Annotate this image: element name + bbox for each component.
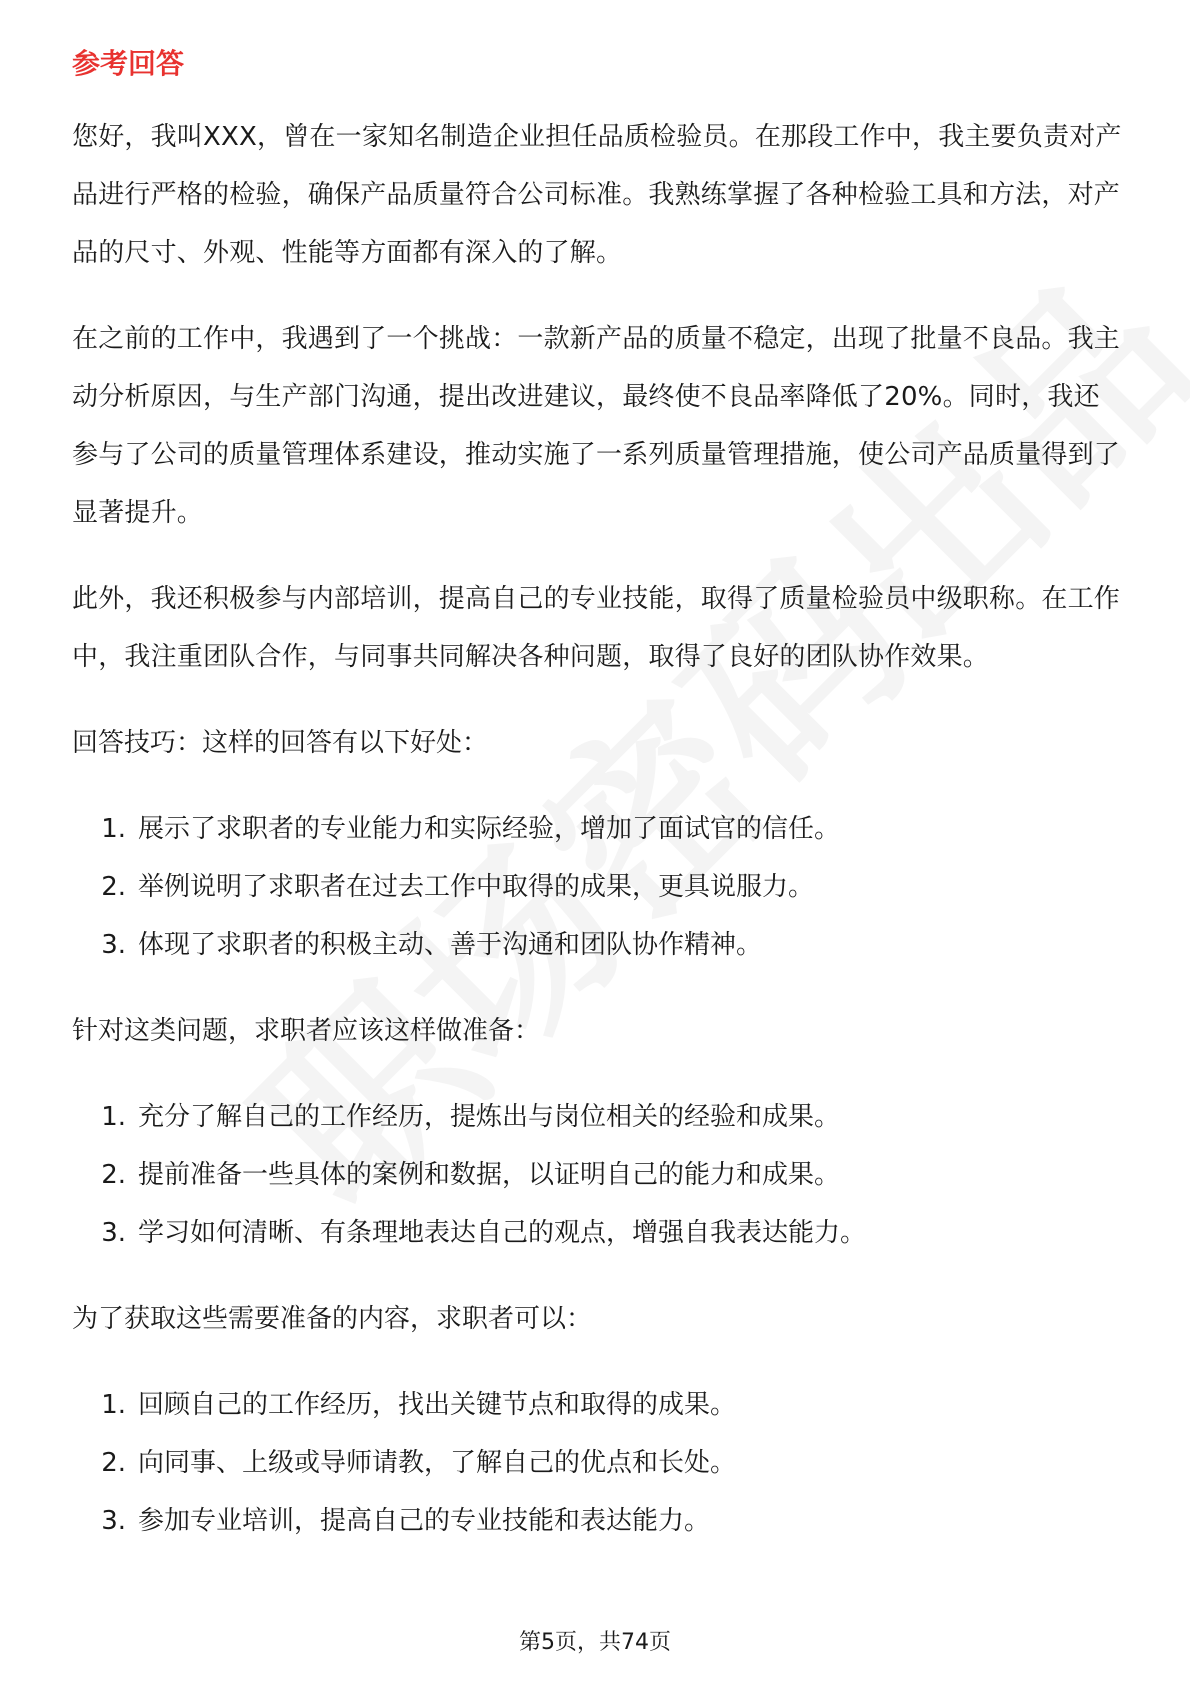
list-number: 2. (101, 872, 126, 902)
list-item-text: 回顾自己的工作经历，找出关键节点和取得的成果。 (138, 1390, 737, 1420)
list-number: 1. (101, 1102, 126, 1132)
list-item (72, 1088, 1122, 1146)
list-item-text: 参加专业培训，提高自己的专业技能和表达能力。 (138, 1506, 711, 1536)
prepare-list (72, 1088, 1122, 1262)
list-item-text: 展示了求职者的专业能力和实际经验，增加了面试官的信任。 (138, 814, 841, 844)
list-item (72, 800, 1122, 858)
section-title: 参考回答 (72, 47, 185, 80)
list-item-text: 向同事、上级或导师请教，了解自己的优点和长处。 (138, 1448, 737, 1478)
prepare-lead: 针对这类问题，求职者应该这样做准备： (72, 1016, 541, 1046)
list-item-text: 提前准备一些具体的案例和数据，以证明自己的能力和成果。 (138, 1160, 841, 1190)
list-item (72, 1376, 1122, 1434)
paragraph-challenge: 在之前的工作中，我遇到了一个挑战：一款新产品的质量不稳定，出现了批量不良品。我主动分析原因，与生产部门沟通，提出改进建议，最终使不良品率降低了20%。同时，我还参与了公司的质量管理体系建设，推动实施了一系列质量管理措施，使公司产品质量得到了显著提升。 (72, 324, 1121, 528)
list-number: 1. (101, 1390, 126, 1420)
list-item-text: 体现了求职者的积极主动、善于沟通和团队协作精神。 (138, 930, 763, 960)
list-item (72, 1146, 1122, 1204)
page-number-footer: 第5页，共74页 (519, 1630, 671, 1655)
list-number: 2. (101, 1448, 126, 1478)
list-number: 1. (101, 814, 126, 844)
list-item (72, 1204, 1122, 1262)
obtain-lead: 为了获取这些需要准备的内容，求职者可以： (72, 1304, 593, 1334)
list-item-text: 充分了解自己的工作经历，提炼出与岗位相关的经验和成果。 (138, 1102, 841, 1132)
list-item-text: 学习如何清晰、有条理地表达自己的观点，增强自我表达能力。 (138, 1218, 867, 1248)
list-item (72, 916, 1122, 974)
list-number: 3. (101, 1218, 126, 1248)
page-content (72, 44, 1122, 1578)
tips-list (72, 800, 1122, 974)
list-item (72, 858, 1122, 916)
list-item-text: 举例说明了求职者在过去工作中取得的成果，更具说服力。 (138, 872, 815, 902)
list-number: 3. (101, 930, 126, 960)
list-number: 2. (101, 1160, 126, 1190)
paragraph-intro: 您好，我叫XXX，曾在一家知名制造企业担任品质检验员。在那段工作中，我主要负责对产品进行严格的检验，确保产品质量符合公司标准。我熟练掌握了各种检验工具和方法，对产品的尺寸、外观、性能等方面都有深入的了解。 (72, 122, 1122, 268)
paragraph-training: 此外，我还积极参与内部培训，提高自己的专业技能，取得了质量检验员中级职称。在工作中，我注重团队合作，与同事共同解决各种问题，取得了良好的团队协作效果。 (72, 584, 1121, 672)
list-item (72, 1492, 1122, 1550)
tips-lead: 回答技巧：这样的回答有以下好处： (72, 728, 489, 758)
list-item (72, 1434, 1122, 1492)
list-number: 3. (101, 1506, 126, 1536)
obtain-list (72, 1376, 1122, 1550)
